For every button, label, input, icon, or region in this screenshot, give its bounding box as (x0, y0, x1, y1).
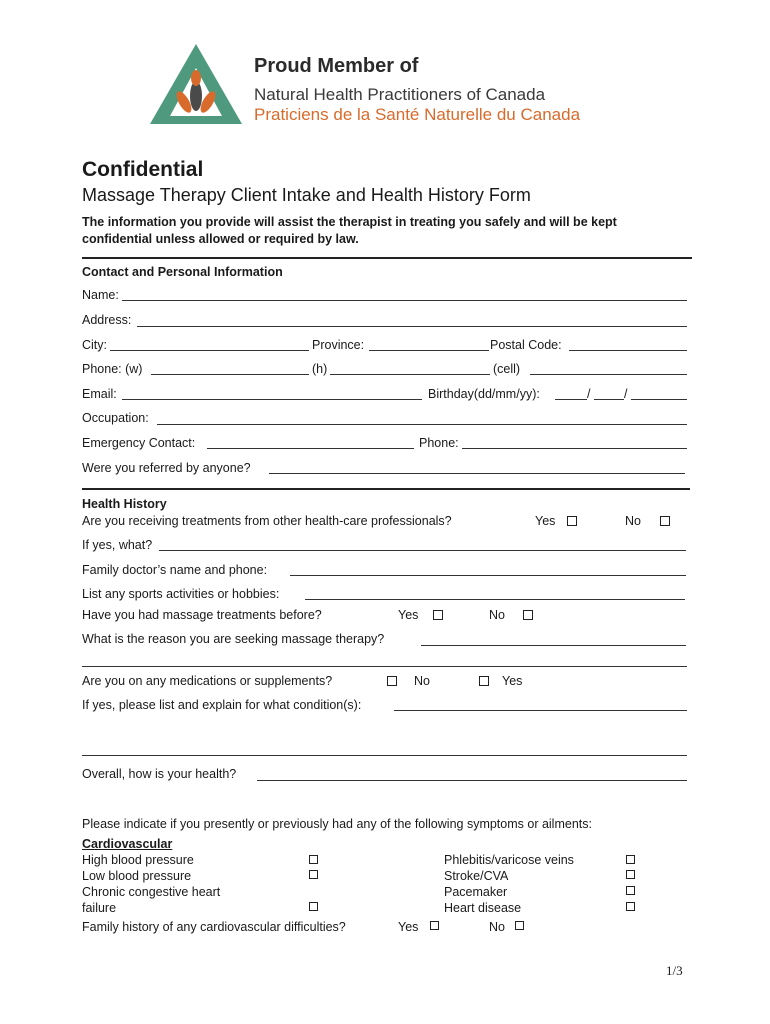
other-treatments-yes-checkbox[interactable] (567, 516, 577, 526)
cardiovascular-heading: Cardiovascular (82, 837, 173, 851)
province-label: Province: (312, 338, 365, 352)
name-field[interactable] (122, 300, 687, 301)
family-history-yes-label: Yes (398, 920, 419, 934)
phone-cell-field[interactable] (530, 374, 687, 375)
referred-label: Were you referred by anyone? (82, 461, 251, 475)
birthday-slash-1: / (587, 387, 591, 401)
reason-question: What is the reason you are seeking massage therapy? (82, 632, 385, 646)
nhpc-logo-icon (148, 42, 244, 126)
stroke-checkbox[interactable] (626, 870, 635, 879)
massage-before-yes-label: Yes (398, 608, 419, 622)
heart-disease-label: Heart disease (444, 901, 522, 915)
massage-before-yes-checkbox[interactable] (433, 610, 443, 620)
massage-before-no-checkbox[interactable] (523, 610, 533, 620)
medications-yes-label: Yes (502, 674, 523, 688)
pacemaker-label: Pacemaker (444, 885, 508, 899)
family-doctor-field[interactable] (290, 575, 686, 576)
phone-home-field[interactable] (330, 374, 490, 375)
other-treatments-no-label: No (625, 514, 641, 528)
family-history-no-label: No (489, 920, 505, 934)
phone-cell-label: (cell) (493, 362, 521, 376)
family-doctor-label: Family doctor’s name and phone: (82, 563, 268, 577)
chronic-heart-failure-checkbox[interactable] (309, 902, 318, 911)
emergency-phone-field[interactable] (462, 448, 687, 449)
reason-field[interactable] (421, 645, 686, 646)
medications-explain-field[interactable] (394, 710, 687, 711)
logo-english-name: Natural Health Practitioners of Canada (254, 85, 546, 104)
email-field[interactable] (122, 399, 422, 400)
medications-no-label: No (414, 674, 430, 688)
occupation-field[interactable] (157, 424, 687, 425)
postal-code-field[interactable] (569, 350, 687, 351)
symptoms-instruction: Please indicate if you presently or previously had any of the following symptoms or ailments: (82, 817, 592, 831)
massage-before-question: Have you had massage treatments before? (82, 608, 322, 622)
intro-line-2: confidential unless allowed or required by law. (82, 232, 359, 246)
medications-explain-label: If yes, please list and explain for what condition(s): (82, 698, 362, 712)
if-yes-what-label: If yes, what? (82, 538, 153, 552)
chronic-heart-failure-label-line1: Chronic congestive heart (82, 885, 221, 899)
section-divider (82, 488, 690, 490)
other-treatments-no-checkbox[interactable] (660, 516, 670, 526)
email-label: Email: (82, 387, 117, 401)
stroke-label: Stroke/CVA (444, 869, 509, 883)
other-treatments-question: Are you receiving treatments from other health-care professionals? (82, 514, 452, 528)
birthday-label: Birthday(dd/mm/yy): (428, 387, 540, 401)
occupation-label: Occupation: (82, 411, 149, 425)
emergency-contact-field[interactable] (207, 448, 414, 449)
phone-home-label: (h) (312, 362, 328, 376)
birthday-year-field[interactable] (631, 399, 687, 400)
medications-yes-checkbox[interactable] (479, 676, 489, 686)
intro-line-1: The information you provide will assist the therapist in treating you safely and will be kept (82, 215, 617, 229)
phlebitis-checkbox[interactable] (626, 855, 635, 864)
massage-before-no-label: No (489, 608, 505, 622)
contact-heading: Contact and Personal Information (82, 265, 283, 279)
section-divider (82, 257, 692, 259)
overall-health-question: Overall, how is your health? (82, 767, 237, 781)
referred-field[interactable] (269, 473, 685, 474)
high-blood-pressure-label: High blood pressure (82, 853, 194, 867)
city-label: City: (82, 338, 107, 352)
chronic-heart-failure-label-line2: failure (82, 901, 117, 915)
emergency-phone-label: Phone: (419, 436, 459, 450)
low-blood-pressure-label: Low blood pressure (82, 869, 192, 883)
address-label: Address: (82, 313, 132, 327)
reason-field-continued[interactable] (82, 666, 687, 667)
phone-work-label: Phone: (w) (82, 362, 143, 376)
overall-health-field[interactable] (257, 780, 687, 781)
city-field[interactable] (110, 350, 309, 351)
phone-work-field[interactable] (151, 374, 309, 375)
postal-code-label: Postal Code: (490, 338, 562, 352)
emergency-contact-label: Emergency Contact: (82, 436, 196, 450)
pacemaker-checkbox[interactable] (626, 886, 635, 895)
phlebitis-label: Phlebitis/varicose veins (444, 853, 574, 867)
family-history-no-checkbox[interactable] (515, 921, 524, 930)
sports-field[interactable] (305, 599, 685, 600)
medications-explain-field-continued[interactable] (82, 755, 687, 756)
name-label: Name: (82, 288, 119, 302)
form-subtitle: Massage Therapy Client Intake and Health History Form (82, 185, 531, 205)
province-field[interactable] (369, 350, 489, 351)
other-treatments-yes-label: Yes (535, 514, 556, 528)
if-yes-what-field[interactable] (159, 550, 686, 551)
heart-disease-checkbox[interactable] (626, 902, 635, 911)
medications-no-checkbox[interactable] (387, 676, 397, 686)
page-title: Confidential (82, 158, 204, 181)
medications-question: Are you on any medications or supplements? (82, 674, 333, 688)
sports-label: List any sports activities or hobbies: (82, 587, 280, 601)
birthday-slash-2: / (624, 387, 628, 401)
high-blood-pressure-checkbox[interactable] (309, 855, 318, 864)
health-history-heading: Health History (82, 497, 167, 511)
family-history-yes-checkbox[interactable] (430, 921, 439, 930)
birthday-month-field[interactable] (594, 399, 624, 400)
address-field[interactable] (137, 326, 687, 327)
page-number: 1/3 (666, 963, 683, 978)
logo-title: Proud Member of (254, 55, 419, 77)
birthday-day-field[interactable] (555, 399, 587, 400)
logo-french-name: Praticiens de la Santé Naturelle du Canada (254, 105, 581, 124)
low-blood-pressure-checkbox[interactable] (309, 870, 318, 879)
family-history-question: Family history of any cardiovascular difficulties? (82, 920, 346, 934)
